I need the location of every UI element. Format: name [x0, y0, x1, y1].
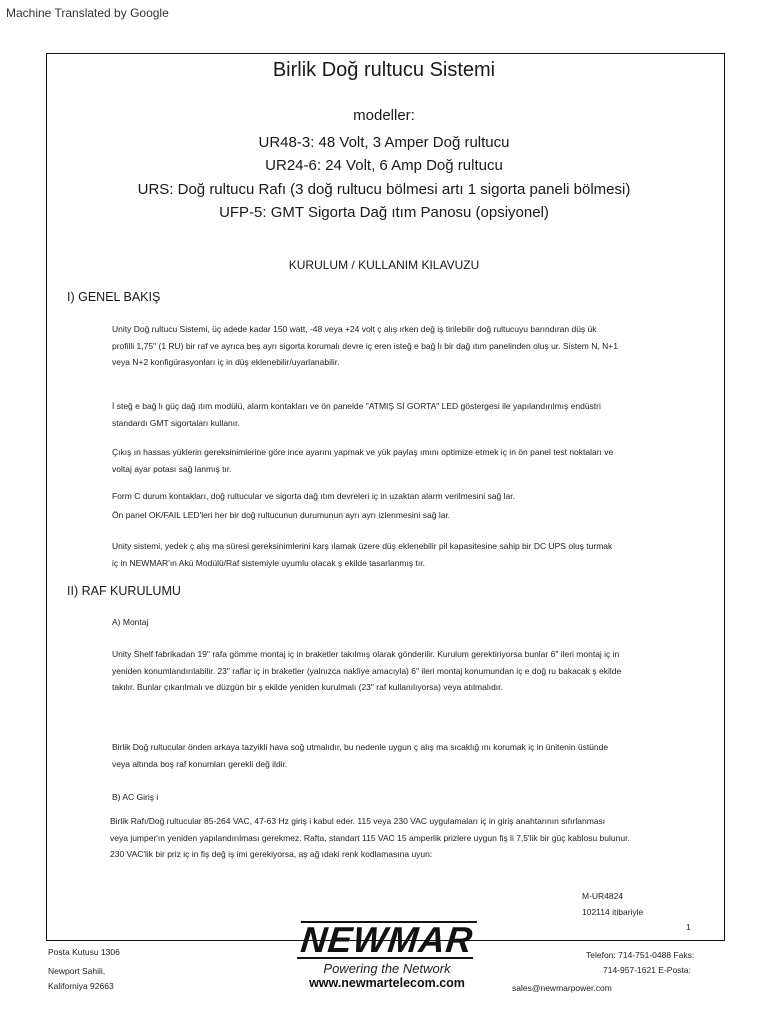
overview-paragraph: Unity sistemi, yedek ç alış ma süresi gereksinimlerini karş ılamak üzere düş eklenebilir pil kapasitesine sahip bir DC UPS oluş turmak iç in NEWMAR'ın Akü Modülü/Raf sistemiyle uyumlu olacak ş ekilde tasarlanmış tır.	[112, 541, 613, 568]
section-heading-overview: I) GENEL BAKIŞ	[67, 290, 161, 304]
logo-wordmark: NEWMAR	[298, 919, 476, 960]
translation-banner: Machine Translated by Google	[6, 6, 169, 20]
phone-line: Telefon: 714-751-0488 Faks:	[586, 950, 695, 960]
page-number: 1	[686, 922, 691, 932]
email-link[interactable]: sales@newmarpower.com	[512, 983, 612, 993]
fax-line: 714-957-1621 E-Posta:	[603, 965, 691, 975]
subheading-mounting: A) Montaj	[112, 617, 149, 627]
model-line: UR48-3: 48 Volt, 3 Amper Doğ rultucu	[258, 134, 510, 151]
models-heading: modeller:	[353, 107, 415, 124]
section-heading-rack: II) RAF KURULUMU	[67, 584, 181, 598]
subheading-ac-input: B) AC Giriş i	[112, 792, 159, 802]
overview-paragraph: Unity Doğ rultucu Sistemi, üç adede kadar 150 watt, -48 veya +24 volt ç alış ırken değ iş tirilebilir doğ rultucuyu barındıran düş ük profilli 1,75" (1 RU) bir raf ve ayrıca beş ayrı sigorta korumalı devre iç eren isteğ e bağ lı bir dağ ıtım panelinden oluş ur. Sistem N, N+1 veya N+2 konfigürasyonları iç in düş eklenebilir/uyarlanabilir.	[112, 324, 618, 367]
document-title: Birlik Doğ rultucu Sistemi	[272, 59, 496, 81]
model-line: URS: Doğ rultucu Rafı (3 doğ rultucu bölmesi artı 1 sigorta paneli bölmesi)	[137, 181, 631, 198]
overview-paragraph: İ steğ e bağ lı güç dağ ıtım modülü, alarm kontakları ve ön panelde "ATMIŞ Sİ GORTA" LED göstergesi ile yapılandırılmış endüstri standardı GMT sigortaları kullanır.	[112, 401, 601, 428]
rack-paragraph: Birlik Rafı/Doğ rultucular 85-264 VAC, 47-63 Hz giriş i kabul eder. 115 veya 230 VAC uygulamaları iç in giriş anahtarının sıfırlanması veya jumper'ın yeniden yapılandırılması gerekmez. Rafta, standart 115 VAC 15 amperlik prizlere uygun fiş li 7,5'lik bir güç kablosu bulunur. 230 VAC'lik bir priz iç in fiş değ iş imi gerekiyorsa, aş ağ ıdaki renk kodlamasına uyun:	[110, 816, 630, 859]
address-line: Newport Sahili,	[48, 966, 106, 976]
address-line: Posta Kutusu 1306	[48, 947, 120, 957]
manual-title: KURULUM / KULLANIM KILAVUZU	[288, 258, 480, 272]
model-line: UFP-5: GMT Sigorta Dağ ıtım Panosu (opsiyonel)	[219, 204, 549, 221]
overview-paragraph: Çıkış ın hassas yüklerin gereksinimlerine göre ince ayarını yapmak ve yük paylaş ımını optimize etmek iç in ön panel test noktaları ve voltaj ayar potası sağ lanmış tır.	[112, 447, 614, 474]
document-date: 102114 itibariyle	[582, 907, 644, 917]
newmar-logo	[290, 921, 484, 990]
rack-paragraph: Unity Shelf fabrikadan 19" rafa gömme montaj iç in braketler takılmış olarak gönderilir. Kurulum gerektiriyorsa bunlar 6" ileri montaj iç in yeniden konumlandırılabilir. 23" raflar iç in braketler (yalnızca nakliye amacıyla) 6" ileri montaj konumundan iç e doğ ru bakacak ş ekilde takılır. Bunlar çıkarılmalı ve düzgün bir ş ekilde yeniden kurulmalı (23" raf kullanılıyorsa) veya atılmalıdır.	[112, 649, 622, 692]
rack-paragraph: Birlik Doğ rultucular önden arkaya tazyikli hava soğ utmalıdır, bu nedenle uygun ç alış ma sıcaklığ ını korumak iç in ünitenin üstünde veya altında boş raf konumları gerekli değ ildir.	[112, 742, 609, 769]
document-code: M-UR4824	[582, 891, 624, 901]
address-line: Kaliforniya 92663	[48, 981, 114, 991]
logo-tagline: Powering the Network	[323, 961, 451, 976]
overview-paragraph: Form C durum kontakları, doğ rultucular ve sigorta dağ ıtım devreleri iç in uzaktan alarm verilmesini sağ lar. Ön panel OK/FAIL LED'leri her bir doğ rultucunun durumunun ayrı ayrı izlenmesini sağ lar.	[112, 491, 515, 520]
website-link[interactable]: www.newmartelecom.com	[309, 976, 465, 990]
model-line: UR24-6: 24 Volt, 6 Amp Doğ rultucu	[265, 157, 503, 174]
